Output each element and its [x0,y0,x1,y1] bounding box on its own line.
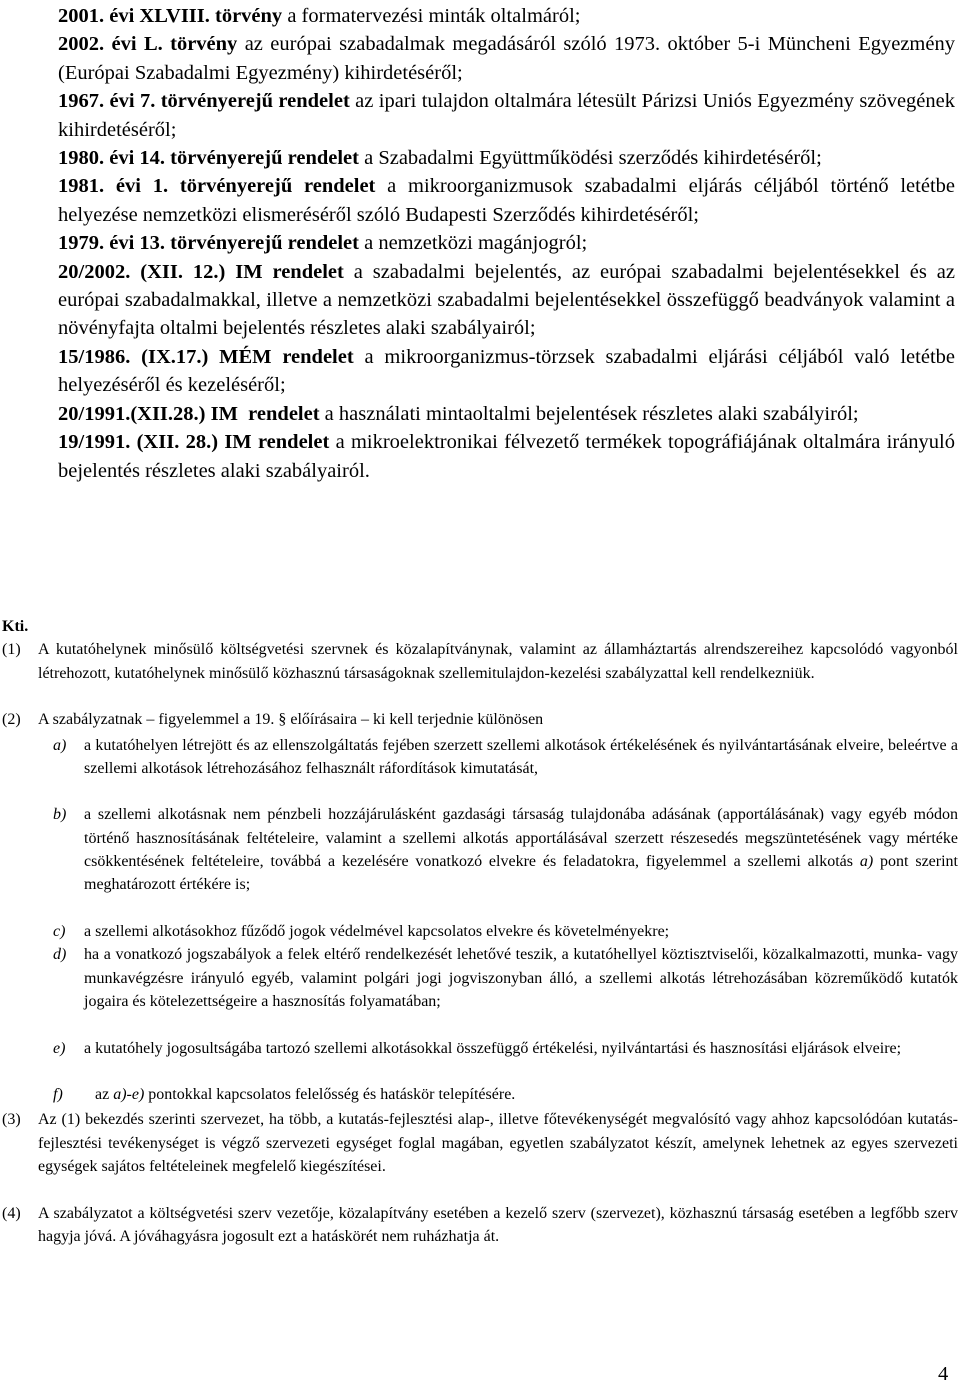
law-title: 15/1986. (IX.17.) MÉM rendelet [58,345,354,368]
paragraph-number: (3) [2,1111,21,1129]
kti-title: Kti. [2,618,29,635]
paragraph-3 [0,1108,958,1178]
law-item [58,144,955,172]
item-text: a kutatóhely jogosultságába tartozó szellemi alkotásokkal összefüggő értékelési, nyilvántartási és hasznosítási eljárások elveire; [84,1039,902,1057]
item-text [84,803,958,896]
paragraph-number: (2) [2,711,21,729]
law-item [58,229,955,257]
law-title: 1979. évi 13. törvényerejű rendelet [58,232,359,255]
legislation-list [58,2,955,485]
law-title: 2002. évi L. törvény [58,33,238,56]
list-item-a [0,734,958,781]
paragraph-text: A kutatóhelynek minősülő költségvetési szervnek és közalapítványnak, valamint az államháztartás alrendszereihez kapcsolódó vagyonból létrehozott, kutatóhelynek minősülő közhasznú társaságoknak szellemitulajdon-kezelési szabályzattal kell rendelkezniük. [38,641,958,682]
law-description: a mikroorganizmusok szabadalmi eljárás céljából történő letétbe helyezése nemzetközi elismeréséről szóló Budapesti Szerződés kihirdetéséről; [58,175,955,226]
law-item [58,400,955,428]
law-description: a formatervezési minták oltalmáról; [282,5,581,27]
page-number: 4 [938,1363,949,1385]
law-description: a nemzetközi magánjogról; [358,232,588,255]
paragraph-text: Az (1) bekezdés szerinti szervezet, ha több, a kutatás-fejlesztési alap-, illetve főtevékenységét megvalósító vagy ahhoz kapcsolódóan kutatás-fejlesztési tevékenységet is végző szervezeti egységet foglal magában, egyetlen szabályzatot készít, amelynek lehetnek az egyes szervezeti egységek sajátos feltételeinek megfelelő kiegészítései. [38,1111,958,1175]
law-title: 19/1991. (XII. 28.) IM rendelet [58,431,330,454]
paragraph-1 [0,638,958,685]
law-item [58,428,955,485]
item-label: d) [53,946,67,964]
item-reference: a)-e) [113,1086,145,1104]
item-text-part: az [95,1086,114,1104]
law-item [58,258,955,343]
law-item [58,87,955,144]
item-text-part: pont szerint meghatározott értékére is; [84,852,959,894]
paragraph-4 [0,1202,958,1249]
item-text-body: a kutatóhelyen létrejött és az ellenszolgáltatás fejében szerzett szellemi alkotások értékelésének és nyilvántartásának elveire, beleértve a szellemi alkotások létrehozásához felhasznált ráfordítások kimutatását, [84,736,958,777]
law-item [58,2,955,30]
law-title: 20/2002. (XII. 12.) IM rendelet [58,260,344,283]
law-title: 20/1991.(XII.28.) IM rendelet [58,402,320,425]
paragraph-text: A szabályzatnak – figyelemmel a 19. § előírásaira – ki kell terjednie különösen [38,711,544,729]
item-label: f) [53,1086,63,1104]
law-item [58,172,955,229]
item-label: b) [53,806,67,824]
item-text-part: pontokkal kapcsolatos felelősség és hatáskör telepítésére. [144,1086,516,1104]
list-item-d [0,943,958,1013]
paragraph-text: A szabályzatot a költségvetési szerv vezetője, közalapítvány esetében a kezelő szerv (szervezet), közhasznú társaság esetében a legfőbb szerv hagyja jóvá. A jóváhagyásra jogosult ezt a hatáskörét nem ruházhatja át. [38,1205,958,1246]
law-item [58,343,955,400]
law-description: a mikroelektronikai félvezető termékek topográfiájának oltalmára irányuló bejelentés részletes alaki szabályairól. [58,431,955,482]
item-label: a) [53,736,67,754]
item-text: ha a vonatkozó jogszabályok a felek eltérő rendelkezését lehetővé teszik, a kutatóhellyel köztisztviselői, közalkalmazotti, munka- vagy munkavégzésre irányuló egyéb, valamint polgári jogi jogviszonyban álló, a szellemi alkotás létrehozásában közreműködő kutatók jogaira és kötelezettségeire a hasznosítás folyamatában; [84,946,958,1010]
item-text [84,734,958,781]
item-label: c) [53,923,66,940]
item-text [95,1083,958,1106]
law-description: a mikroorganizmus-törzsek szabadalmi eljárási céljából való letétbe helyezéséről és kezeléséről; [58,345,955,397]
list-item-c [0,920,958,943]
list-item-b [0,803,958,896]
law-title: 1981. évi 1. törvényerejű rendelet [58,175,376,198]
item-label: e) [53,1039,66,1057]
law-title: 1967. évi 7. törvényerejű rendelet [58,90,350,113]
item-text-part: a szellemi alkotásnak nem pénzbeli hozzájárulásként gazdasági társaság tulajdonába adásának (apportálásának) vagy egyéb módon történő hasznosításának feltételeire, valamint a szellemi alkotás apportálásával szerzett részesedés megszüntetésének vagy mértéke csökkentésének feltételeire, továbbá a kezelésére vonatkozó elvekre és feladatokra, figyelemmel a szellemi alkotás [84,806,958,870]
list-item-e [0,1037,958,1060]
law-description: az európai szabadalmak megadásáról szóló 1973. október 5-i Müncheni Egyezmény (Európai Szabadalmi Egyezmény) kihirdetéséről; [58,33,955,84]
item-text: a szellemi alkotásokhoz fűződő jogok védelmével kapcsolatos elvekre és követelményekre; [84,923,670,940]
paragraph-number: (4) [2,1205,21,1222]
law-description: az ipari tulajdon oltalmára létesült Párizsi Uniós Egyezmény szövegének kihirdetéséről; [58,90,955,141]
law-item [58,30,955,87]
law-description: a Szabadalmi Együttműködési szerződés kihirdetéséről; [358,147,822,170]
law-title: 2001. évi XLVIII. törvény [58,5,283,27]
law-description: a használati mintaoltalmi bejelentések részletes alaki szabályiról; [319,402,859,425]
paragraph-2 [0,708,958,731]
law-description: a szabadalmi bejelentés, az európai szabadalmi bejelentésekkel és az európai szabadalmakkal, illetve a nemzetközi szabadalmi bejelentésekkel összefüggő beadványok valamint a növényfajta oltalmi bejelentés részletes alaki szabályairól; [58,260,955,340]
item-reference: a) [859,852,874,870]
paragraph-number: (1) [2,641,21,659]
list-item-f [0,1083,958,1106]
law-title: 1980. évi 14. törvényerejű rendelet [58,147,359,170]
